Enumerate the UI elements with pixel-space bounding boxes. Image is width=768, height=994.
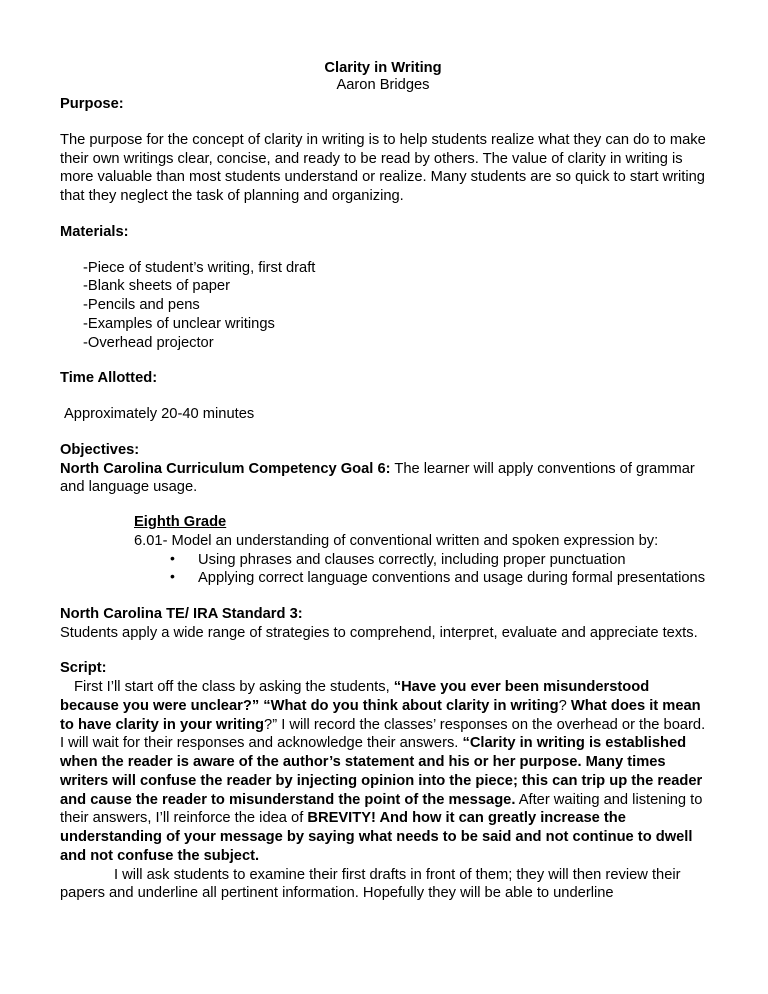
spacer xyxy=(60,242,706,259)
objective-bullet-list xyxy=(134,551,706,588)
standard-heading: North Carolina TE/ IRA Standard 3: xyxy=(60,605,303,622)
objective-601: 6.01- Model an understanding of conventional written and spoken expression by: xyxy=(134,532,659,549)
script-run-7: “Clarity in writing is established when the reader is aware of the author’s statement and his or her purpose. Many times writers will confuse the reader by injecting opinion into the piece; this can trip up the reader and cause the reader to misunderstand the point of the message. xyxy=(60,735,703,808)
list-item: -Pencils and pens xyxy=(83,297,200,314)
spacer xyxy=(60,497,706,513)
standard-paragraph: Students apply a wide range of strategies to comprehend, interpret, evaluate and appreciate texts. xyxy=(60,624,698,641)
script-run-1: First I’ll start off the class by asking the students, xyxy=(74,679,394,696)
materials-list xyxy=(60,259,706,353)
script-run-5: ?” xyxy=(264,716,278,733)
competency-goal-text: The learner will apply conventions of grammar and language usage. xyxy=(60,460,695,496)
list-item: • Using phrases and clauses correctly, including proper punctuation xyxy=(170,551,706,570)
document-author: Aaron Bridges xyxy=(336,77,430,94)
page-title: Clarity in Writing xyxy=(324,60,442,76)
spacer xyxy=(60,114,706,131)
script-run-4: What does it mean to have clarity in your writing xyxy=(60,697,701,733)
competency-goal-label: North Carolina Curriculum Competency Goal 6: xyxy=(60,460,391,477)
script-run-6: I will record the classes’ responses on the overhead or the board. I will wait for their responses and acknowledge their answers. xyxy=(60,716,706,752)
script-run-9: BREVITY! And how it can greatly increase the understanding of your message by saying what needs to be said and not continue to dwell and not confuse the subject. xyxy=(60,810,693,864)
script-run-2: “Have you ever been misunderstood because you were unclear?” “What do you think about clarity in writing xyxy=(60,679,650,714)
list-item: -Piece of student’s writing, first draft xyxy=(83,259,316,276)
materials-heading: Materials: xyxy=(60,223,129,240)
script-run-3: ? xyxy=(558,697,567,714)
list-item: -Examples of unclear writings xyxy=(83,315,275,332)
document-body xyxy=(60,60,706,903)
time-allotted-heading: Time Allotted: xyxy=(60,370,158,387)
time-allotted-value: Approximately 20-40 minutes xyxy=(64,406,255,423)
spacer xyxy=(60,424,706,441)
spacer xyxy=(60,388,706,405)
list-item: -Blank sheets of paper xyxy=(83,278,230,295)
purpose-heading: Purpose: xyxy=(60,96,124,113)
title-block xyxy=(60,60,706,95)
competency-goal-line xyxy=(60,460,706,497)
eighth-grade-block xyxy=(60,513,706,588)
spacer xyxy=(60,588,706,605)
script-paragraph-2: I will ask students to examine their first drafts in front of them; they will then review their papers and underline all pertinent information. Hopefully they will be able to underline xyxy=(60,866,681,902)
script-heading: Script: xyxy=(60,660,107,677)
script-run-8: After waiting and listening to their answers, I’ll reinforce the idea of xyxy=(60,791,703,827)
purpose-paragraph: The purpose for the concept of clarity in writing is to help students realize what they can do to make their own writings clear, concise, and ready to be read by others. The value of clarity in writing is more valuable than most students understand or realize. Many students are so quick to start writing that they neglect the task of planning and organizing. xyxy=(60,132,706,205)
spacer xyxy=(60,206,706,223)
list-item: -Overhead projector xyxy=(83,334,214,351)
spacer xyxy=(60,642,706,659)
script-paragraph-1 xyxy=(60,678,706,865)
objectives-heading: Objectives: xyxy=(60,441,140,458)
list-item: • Applying correct language conventions and usage during formal presentations xyxy=(170,569,706,588)
spacer xyxy=(60,352,706,369)
eighth-grade-heading: Eighth Grade xyxy=(134,514,227,531)
